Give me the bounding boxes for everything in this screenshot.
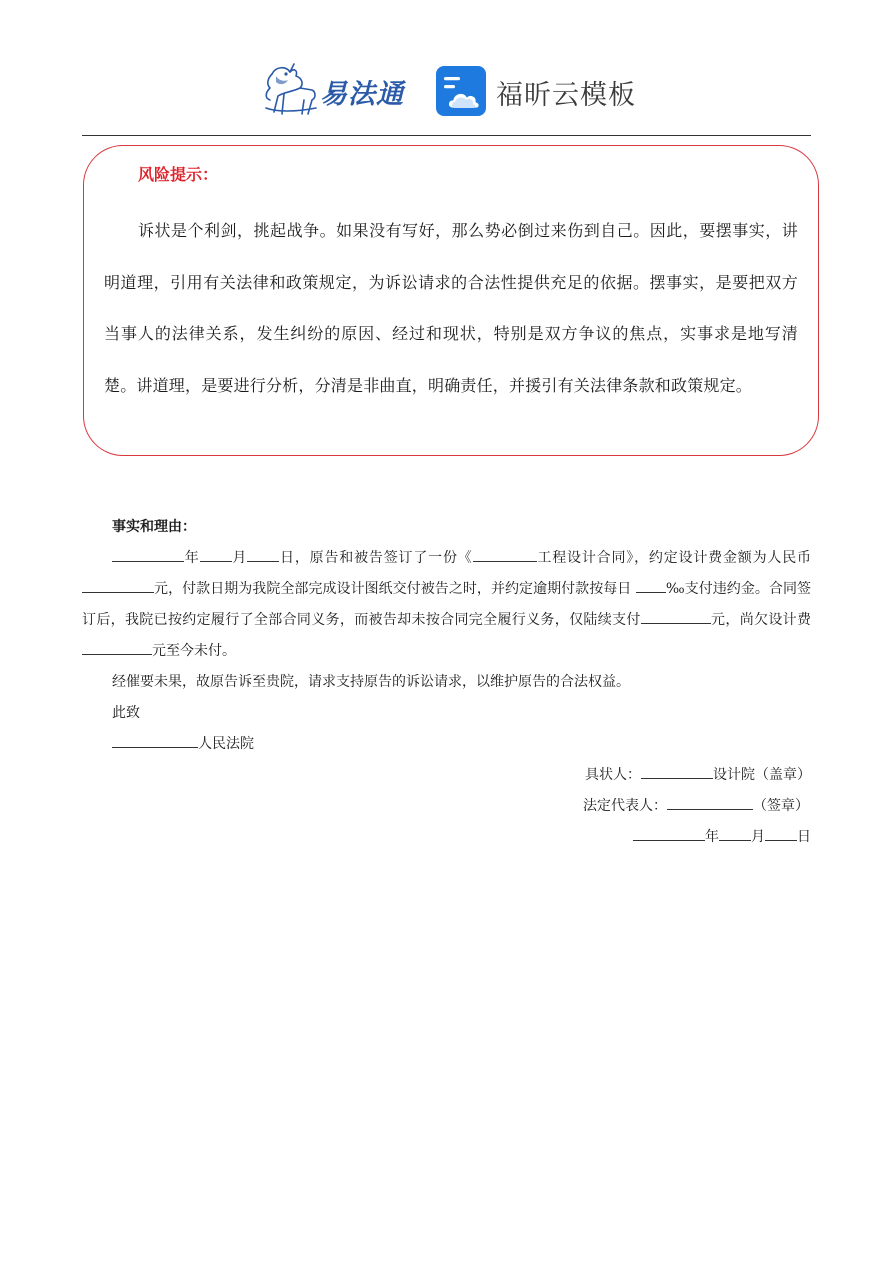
blank-day[interactable] — [247, 545, 279, 562]
facts-paragraph — [82, 543, 811, 667]
blank-fee-amount[interactable] — [82, 576, 154, 593]
sign-day-label: 日 — [797, 829, 811, 845]
facts-text-7: 元，尚欠设计费 — [710, 612, 812, 628]
yifatong-wordmark: 易法通 — [320, 79, 404, 110]
court-line — [82, 729, 811, 760]
sign-year-label: 年 — [705, 829, 719, 845]
facts-text-3: 日，原告和被告签订了一份《 — [279, 550, 473, 566]
section-heading: 事实和理由： — [112, 519, 196, 535]
blank-contract-name[interactable] — [473, 545, 537, 562]
blank-representative-name[interactable] — [667, 793, 753, 810]
blank-penalty-rate[interactable] — [636, 576, 666, 593]
facts-text-6: ‰支付违约金。合同签订后，我院已按约定履行了全部合同义务，而被告却未按合同完全履行义务，仅陆续支付 — [82, 581, 811, 628]
blank-year[interactable] — [112, 545, 184, 562]
blank-sign-day[interactable] — [765, 824, 797, 841]
plaintiff-suffix: 设计院（盖章） — [713, 767, 811, 783]
closing-salutation: 此致 — [112, 705, 140, 721]
header-divider — [82, 135, 811, 136]
facts-text-4: 工程设计合同》，约定设计费金额为人民币 — [536, 550, 812, 566]
complaint-document — [82, 512, 811, 853]
signature-date-line — [82, 822, 811, 853]
facts-text-2: 月 — [231, 550, 248, 566]
plaintiff-signature-line — [82, 760, 811, 791]
facts-text-8: 元至今未付。 — [152, 643, 236, 659]
blank-sign-year[interactable] — [633, 824, 705, 841]
cloud-template-icon — [436, 66, 486, 116]
plaintiff-label: 具状人： — [585, 767, 641, 783]
representative-label: 法定代表人： — [583, 798, 667, 814]
facts-text-5: 元，付款日期为我院全部完成设计图纸交付被告之时，并约定逾期付款按每日 — [154, 581, 636, 597]
representative-signature-line — [82, 791, 811, 822]
fuxin-wordmark: 福昕云模板 — [496, 80, 636, 111]
court-suffix: 人民法院 — [198, 736, 254, 752]
representative-suffix: （签章） — [753, 798, 809, 814]
blank-court-name[interactable] — [112, 731, 198, 748]
blank-plaintiff-name[interactable] — [641, 762, 713, 779]
page-header — [0, 58, 893, 122]
blank-owed-amount[interactable] — [82, 638, 152, 655]
risk-notice-title: 风险提示： — [138, 165, 219, 184]
claim-paragraph: 经催要未果，故原告诉至贵院，请求支持原告的诉讼请求，以维护原告的合法权益。 — [112, 674, 630, 690]
blank-sign-month[interactable] — [719, 824, 751, 841]
blank-paid-amount[interactable] — [641, 607, 711, 624]
risk-notice-body: 诉状是个利剑，挑起战争。如果没有写好，那么势必倒过来伤到自己。因此，要摆事实，讲明道理，引用有关法律和政策规定，为诉讼请求的合法性提供充足的依据。摆事实，是要把双方当事人的法律关系，发生纠纷的原因、经过和现状，特别是双方争议的焦点，实事求是地写清楚。讲道理，是要进行分析，分清是非曲直，明确责任，并援引有关法律条款和政策规定。 — [104, 221, 798, 395]
blank-month[interactable] — [200, 545, 232, 562]
sign-month-label: 月 — [751, 829, 765, 845]
facts-text-1: 年 — [184, 550, 200, 566]
